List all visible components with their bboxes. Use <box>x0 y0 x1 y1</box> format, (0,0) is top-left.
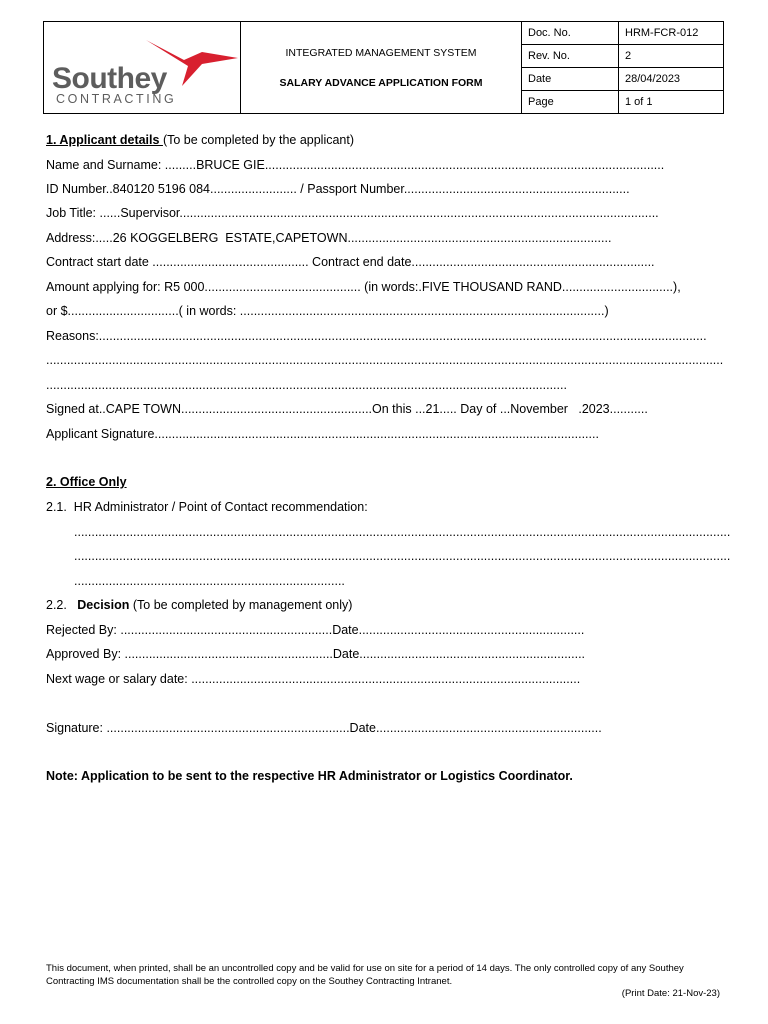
section1-heading-row <box>46 132 354 148</box>
decision-note: (To be completed by management only) <box>129 598 353 612</box>
decision-number: 2.2. <box>46 598 78 612</box>
id-number-field: ID Number..840120 5196 084......................... / Passport Number................................................................. <box>46 182 630 196</box>
print-date: (Print Date: 21-Nov-23) <box>621 988 720 999</box>
logo-cell <box>44 22 241 114</box>
management-signature-field: Signature: ......................................................................Date................................................................. <box>46 721 602 735</box>
meta-key: Date <box>522 68 619 91</box>
section1-heading: 1. Applicant details <box>46 133 163 147</box>
reasons-line: ................................................................................................................................................................................................... <box>46 353 724 367</box>
title-cell <box>241 22 522 114</box>
recommendation-line: ............................................................................................................................................................................................. <box>74 549 731 563</box>
decision-row <box>46 597 352 613</box>
reasons-field: Reasons:............................................................................................................................................................................... <box>46 329 707 343</box>
system-title: INTEGRATED MANAGEMENT SYSTEM <box>285 46 477 59</box>
signed-at-field: Signed at..CAPE TOWN.......................................................On this ...21..... Day of ...November .2023........... <box>46 402 648 416</box>
address-field: Address:.....26 KOGGELBERG ESTATE,CAPETOWN............................................................................ <box>46 231 612 245</box>
meta-key: Page <box>522 91 619 114</box>
rejected-by-field: Rejected By: .............................................................Date................................................................. <box>46 623 585 637</box>
section2-heading: 2. Office Only <box>46 475 127 489</box>
name-field: Name and Surname: .........BRUCE GIE................................................................................................................... <box>46 158 665 172</box>
meta-value: 1 of 1 <box>619 91 724 114</box>
hr-recommendation-label: 2.1. HR Administrator / Point of Contact recommendation: <box>46 500 368 514</box>
logo-subtitle: CONTRACTING <box>56 91 177 106</box>
note: Note: Application to be sent to the respective HR Administrator or Logistics Coordinator. <box>46 769 573 783</box>
section1-note: (To be completed by the applicant) <box>162 133 355 147</box>
next-wage-field: Next wage or salary date: ................................................................................................................ <box>46 672 581 686</box>
contract-dates-field: Contract start date ............................................. Contract end date...................................................................... <box>46 255 655 269</box>
recommendation-line: .............................................................................. <box>74 574 345 588</box>
logo-word: Southey <box>52 61 167 95</box>
recommendation-line: ............................................................................................................................................................................................. <box>74 525 731 539</box>
amount-field: Amount applying for: R5 000............................................. (in words:.FIVE THOUSAND RAND................................), <box>46 280 681 294</box>
applicant-signature-field: Applicant Signature................................................................................................................................ <box>46 427 599 441</box>
approved-by-field: Approved By: ............................................................Date................................................................. <box>46 647 586 661</box>
dollar-amount-field: or $................................( in words: .........................................................................................................) <box>46 304 609 318</box>
meta-key: Rev. No. <box>522 45 619 68</box>
meta-key: Doc. No. <box>522 22 619 45</box>
form-title: SALARY ADVANCE APPLICATION FORM <box>279 76 483 89</box>
footer-disclaimer: This document, when printed, shall be an uncontrolled copy and be valid for use on site for a period of 14 days. The only controlled copy of any Southey Contracting IMS documentation shall be the controlled copy on the Southey Contracting Intranet. <box>46 963 684 987</box>
meta-value: 28/04/2023 <box>619 68 724 91</box>
reasons-line: ...................................................................................................................................................... <box>46 378 567 392</box>
decision-label: Decision <box>77 598 130 612</box>
meta-value: 2 <box>619 45 724 68</box>
meta-value: HRM-FCR-012 <box>619 22 724 45</box>
document-header <box>43 21 724 114</box>
job-title-field: Job Title: ......Supervisor.......................................................................................................................................... <box>46 206 659 220</box>
company-logo <box>48 28 238 108</box>
